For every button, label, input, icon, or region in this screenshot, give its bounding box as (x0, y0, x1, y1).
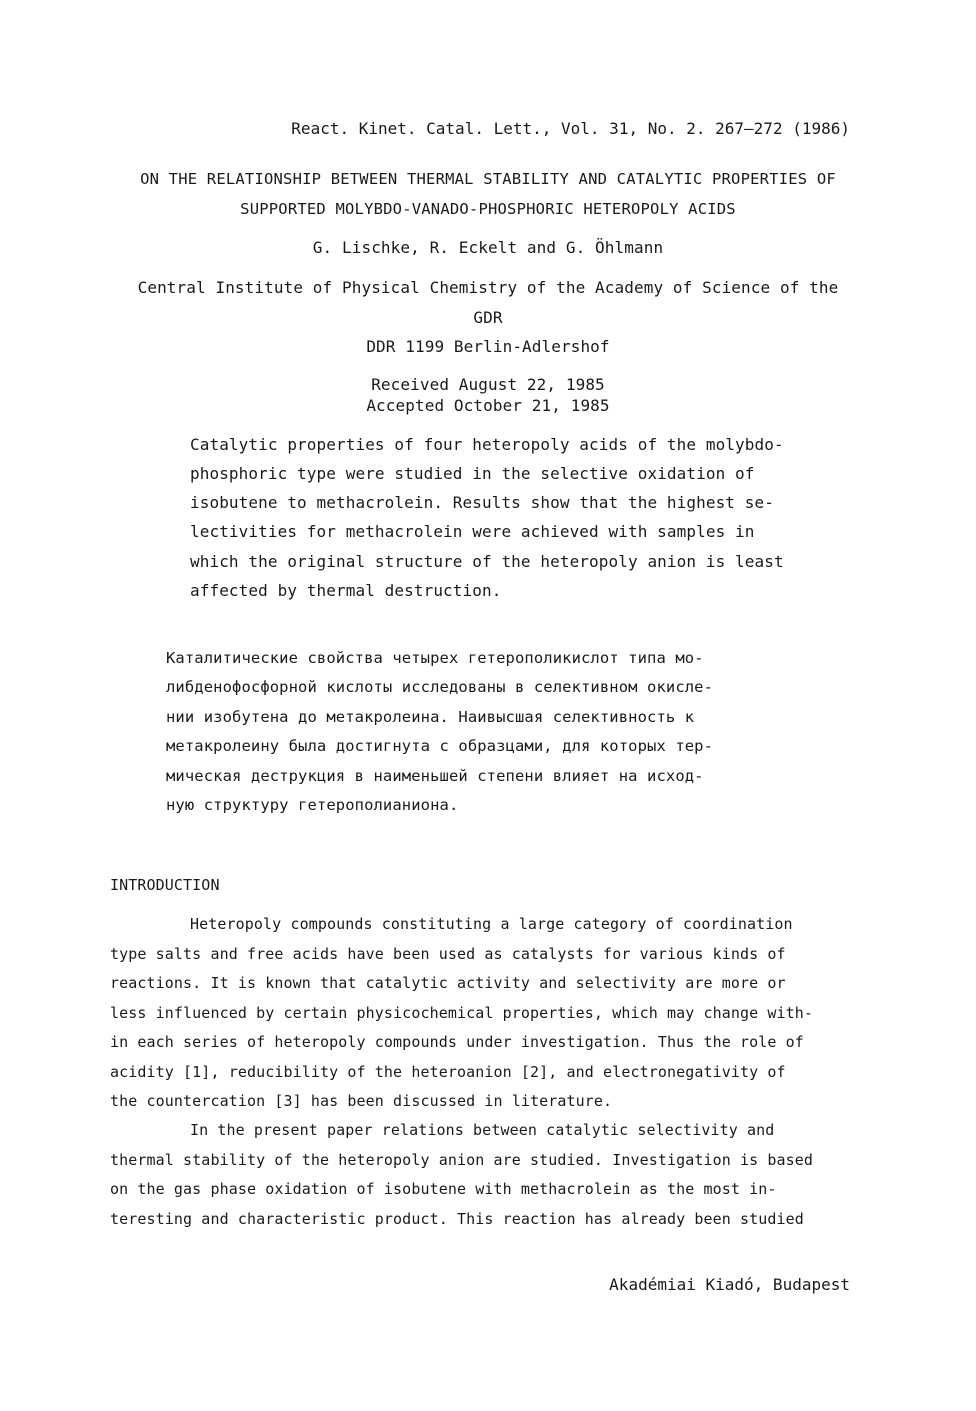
received-date: Received August 22, 1985 (371, 375, 605, 394)
accepted-date: Accepted October 21, 1985 (366, 396, 610, 415)
abstract-en-line: affected by thermal destruction. (190, 581, 502, 600)
intro-p2-line: thermal stability of the heteropoly anion are studied. Investigation is based (110, 1151, 814, 1169)
intro-p2-line: In the present paper relations between catalytic selectivity and (190, 1121, 775, 1139)
intro-p1-line: Heteropoly compounds constituting a large category of coordination (190, 915, 793, 933)
intro-p1-line: the countercation [3] has been discussed in literature. (110, 1092, 613, 1110)
intro-p1-line: reactions. It is known that catalytic activity and selectivity are more or (110, 974, 786, 992)
abstract-en-line: Catalytic properties of four heteropoly acids of the molybdo- (190, 435, 784, 454)
publisher: Akadémiai Kiadó, Budapest (609, 1275, 850, 1294)
journal-reference: React. Kinet. Catal. Lett., Vol. 31, No. 2. 267–272 (1986) (291, 119, 850, 138)
section-heading-introduction: INTRODUCTION (110, 876, 220, 894)
intro-p1-line: acidity [1], reducibility of the heteroanion [2], and electronegativity of (110, 1063, 786, 1081)
intro-p1-line: type salts and free acids have been used as catalysts for various kinds of (110, 945, 786, 963)
title-line-2: SUPPORTED MOLYBDO-VANADO-PHOSPHORIC HETEROPOLY ACIDS (240, 200, 736, 218)
abstract-en-line: phosphoric type were studied in the selective oxidation of (190, 464, 755, 483)
abstract-ru-line: ную структуру гетерополианиона. (166, 796, 459, 814)
abstract-ru-line: метакролеину была достигнута с образцами, для которых тер- (166, 737, 714, 755)
intro-p1-line: in each series of heteropoly compounds under investigation. Thus the role of (110, 1033, 804, 1051)
title-line-1: ON THE RELATIONSHIP BETWEEN THERMAL STABILITY AND CATALYTIC PROPERTIES OF (140, 170, 836, 188)
abstract-ru-line: либденофосфорной кислоты исследованы в селективном окисле- (166, 678, 714, 696)
intro-p2-line: teresting and characteristic product. This reaction has already been studied (110, 1210, 804, 1228)
abstract-en-line: lectivities for methacrolein were achieved with samples in (190, 522, 755, 541)
affiliation-line-1: Central Institute of Physical Chemistry of the Academy of Science of the (137, 278, 839, 297)
abstract-ru-line: мическая деструкция в наименьшей степени влияет на исход- (166, 767, 704, 785)
abstract-ru-line: Каталитические свойства четырех гетерополикислот типа мо- (166, 649, 704, 667)
abstract-en-line: isobutene to methacrolein. Results show that the highest se- (190, 493, 774, 512)
intro-p1-line: less influenced by certain physicochemical properties, which may change with- (110, 1004, 814, 1022)
intro-p2-line: on the gas phase oxidation of isobutene with methacrolein as the most in- (110, 1180, 777, 1198)
authors: G. Lischke, R. Eckelt and G. Öhlmann (312, 238, 664, 257)
abstract-ru-line: нии изобутена до метакролеина. Наивысшая селективность к (166, 708, 695, 726)
affiliation-line-3: DDR 1199 Berlin-Adlershof (366, 337, 610, 356)
affiliation-line-2: GDR (473, 308, 503, 327)
abstract-en-line: which the original structure of the heteropoly anion is least (190, 552, 784, 571)
